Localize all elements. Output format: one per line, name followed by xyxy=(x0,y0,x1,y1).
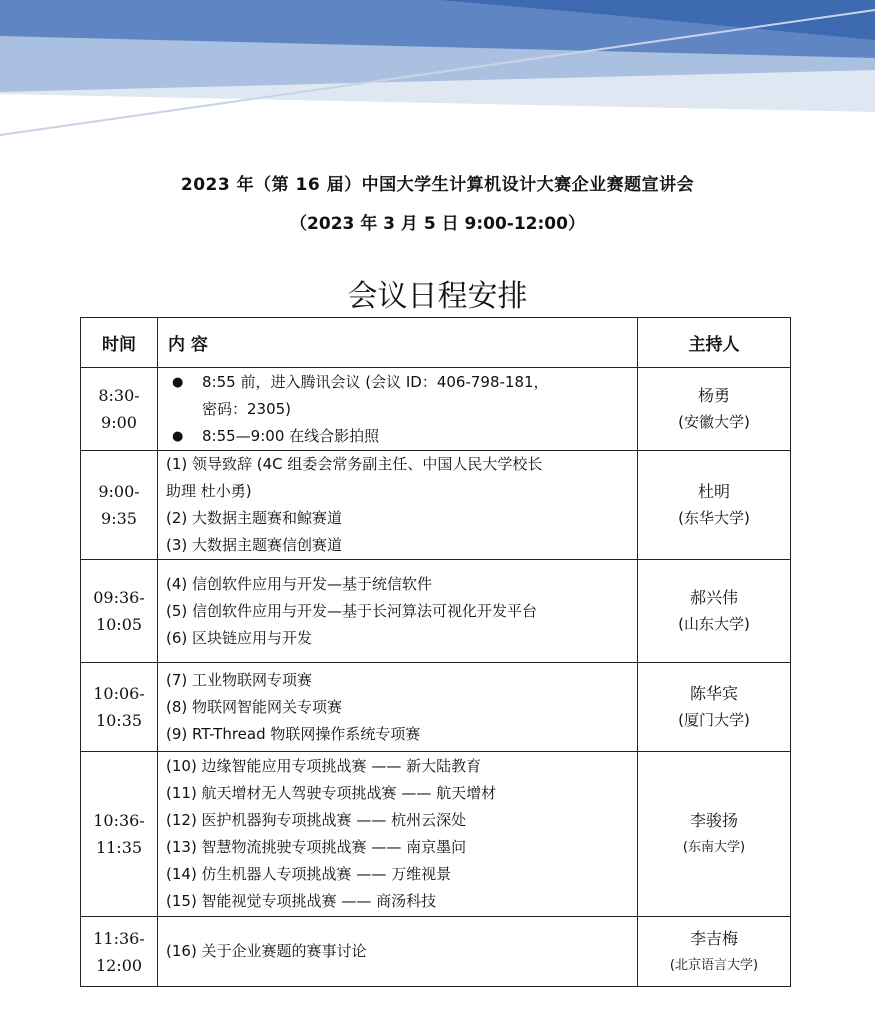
list-item: (10) 边缘智能应用专项挑战赛 —— 新大陆教育 xyxy=(166,757,482,775)
time-start: 9:00- xyxy=(98,482,140,501)
bullet-icon: ● xyxy=(172,374,184,390)
list-item: (13) 智慧物流挑驶专项挑战赛 —— 南京墨问 xyxy=(166,838,467,856)
schedule-table xyxy=(80,317,791,987)
content-cell xyxy=(158,663,638,752)
host-org: (东南大学) xyxy=(682,840,746,855)
host-org: (安徽大学) xyxy=(678,413,750,431)
host-name: 郝兴伟 xyxy=(689,588,738,607)
time-end: 10:35 xyxy=(95,711,143,730)
header-content: 内 容 xyxy=(158,318,638,368)
content-cell xyxy=(158,917,638,987)
list-item: (2) 大数据主题赛和鲸赛道 xyxy=(166,509,343,527)
table-row xyxy=(81,752,791,917)
list-item: (15) 智能视觉专项挑战赛 —— 商汤科技 xyxy=(166,892,437,910)
host-name: 李骏扬 xyxy=(689,811,738,830)
host-name: 陈华宾 xyxy=(689,684,738,703)
list-item: (12) 医护机器狗专项挑战赛 —— 杭州云深处 xyxy=(166,811,467,829)
host-cell xyxy=(638,752,791,917)
host-org: (北京语言大学) xyxy=(669,957,759,973)
list-item: 助理 杜小勇) xyxy=(166,482,252,500)
list-item: (4) 信创软件应用与开发—基于统信软件 xyxy=(166,574,433,593)
time-cell xyxy=(81,368,158,451)
host-name: 李吉梅 xyxy=(689,928,738,948)
content-cell xyxy=(158,368,638,451)
time-start: 09:36- xyxy=(93,588,145,607)
time-cell xyxy=(81,663,158,752)
host-org: (厦门大学) xyxy=(678,711,750,729)
time-cell xyxy=(81,752,158,917)
time-cell xyxy=(81,560,158,663)
table-row xyxy=(81,917,791,987)
list-item: (9) RT-Thread 物联网操作系统专项赛 xyxy=(166,724,421,743)
time-cell xyxy=(81,917,158,987)
header-banner-decoration xyxy=(0,0,875,140)
time-start: 11:36- xyxy=(93,928,145,948)
table-row xyxy=(81,663,791,752)
list-item: (1) 领导致辞 (4C 组委会常务副主任、中国人民大学校长 xyxy=(166,455,543,473)
host-name: 杜明 xyxy=(697,482,730,501)
host-cell xyxy=(638,368,791,451)
host-cell xyxy=(638,560,791,663)
host-org: (山东大学) xyxy=(678,615,750,633)
list-item: (16) 关于企业赛题的赛事讨论 xyxy=(166,942,367,960)
list-item: (7) 工业物联网专项赛 xyxy=(166,670,313,689)
time-start: 8:30- xyxy=(98,386,140,405)
time-end: 9:00 xyxy=(101,413,137,432)
time-end: 12:00 xyxy=(95,955,143,975)
host-name: 杨勇 xyxy=(697,386,730,405)
table-row xyxy=(81,560,791,663)
bullet-icon: ● xyxy=(172,428,184,444)
content-cell xyxy=(158,451,638,560)
table-header-row xyxy=(81,318,791,368)
time-start: 10:36- xyxy=(93,811,145,830)
list-item: (8) 物联网智能网关专项赛 xyxy=(166,697,343,716)
list-item: (6) 区块链应用与开发 xyxy=(166,628,313,647)
time-end: 9:35 xyxy=(101,509,137,528)
table-row xyxy=(81,451,791,560)
time-end: 10:05 xyxy=(95,615,143,634)
list-item: (11) 航天增材无人驾驶专项挑战赛 —— 航天增材 xyxy=(166,784,497,802)
time-start: 10:06- xyxy=(93,684,145,703)
list-item: ● 8:55 前，进入腾讯会议 (会议 ID：406-798-181， xyxy=(166,369,629,396)
host-cell xyxy=(638,663,791,752)
time-cell xyxy=(81,451,158,560)
content-cell xyxy=(158,560,638,663)
list-item: (3) 大数据主题赛信创赛道 xyxy=(166,536,343,554)
list-item: (5) 信创软件应用与开发—基于长河算法可视化开发平台 xyxy=(166,601,538,620)
list-item: (14) 仿生机器人专项挑战赛 —— 万维视景 xyxy=(166,865,452,883)
schedule-heading: 会议日程安排 xyxy=(347,279,528,314)
header-host: 主持人 xyxy=(638,318,791,368)
event-date: （2023 年 3 月 5 日 9:00-12:00） xyxy=(290,214,585,234)
event-title: 2023 年（第 16 届）中国大学生计算机设计大赛企业赛题宣讲会 xyxy=(180,175,695,195)
table-row xyxy=(81,368,791,451)
header-time: 时间 xyxy=(81,318,158,368)
time-end: 11:35 xyxy=(95,838,143,857)
list-item: ● 8:55—9:00 在线合影拍照 xyxy=(166,423,629,450)
host-cell xyxy=(638,451,791,560)
content-cell xyxy=(158,752,638,917)
host-org: (东华大学) xyxy=(678,509,750,527)
list-item-continuation: 密码：2305) xyxy=(202,399,292,418)
host-cell xyxy=(638,917,791,987)
